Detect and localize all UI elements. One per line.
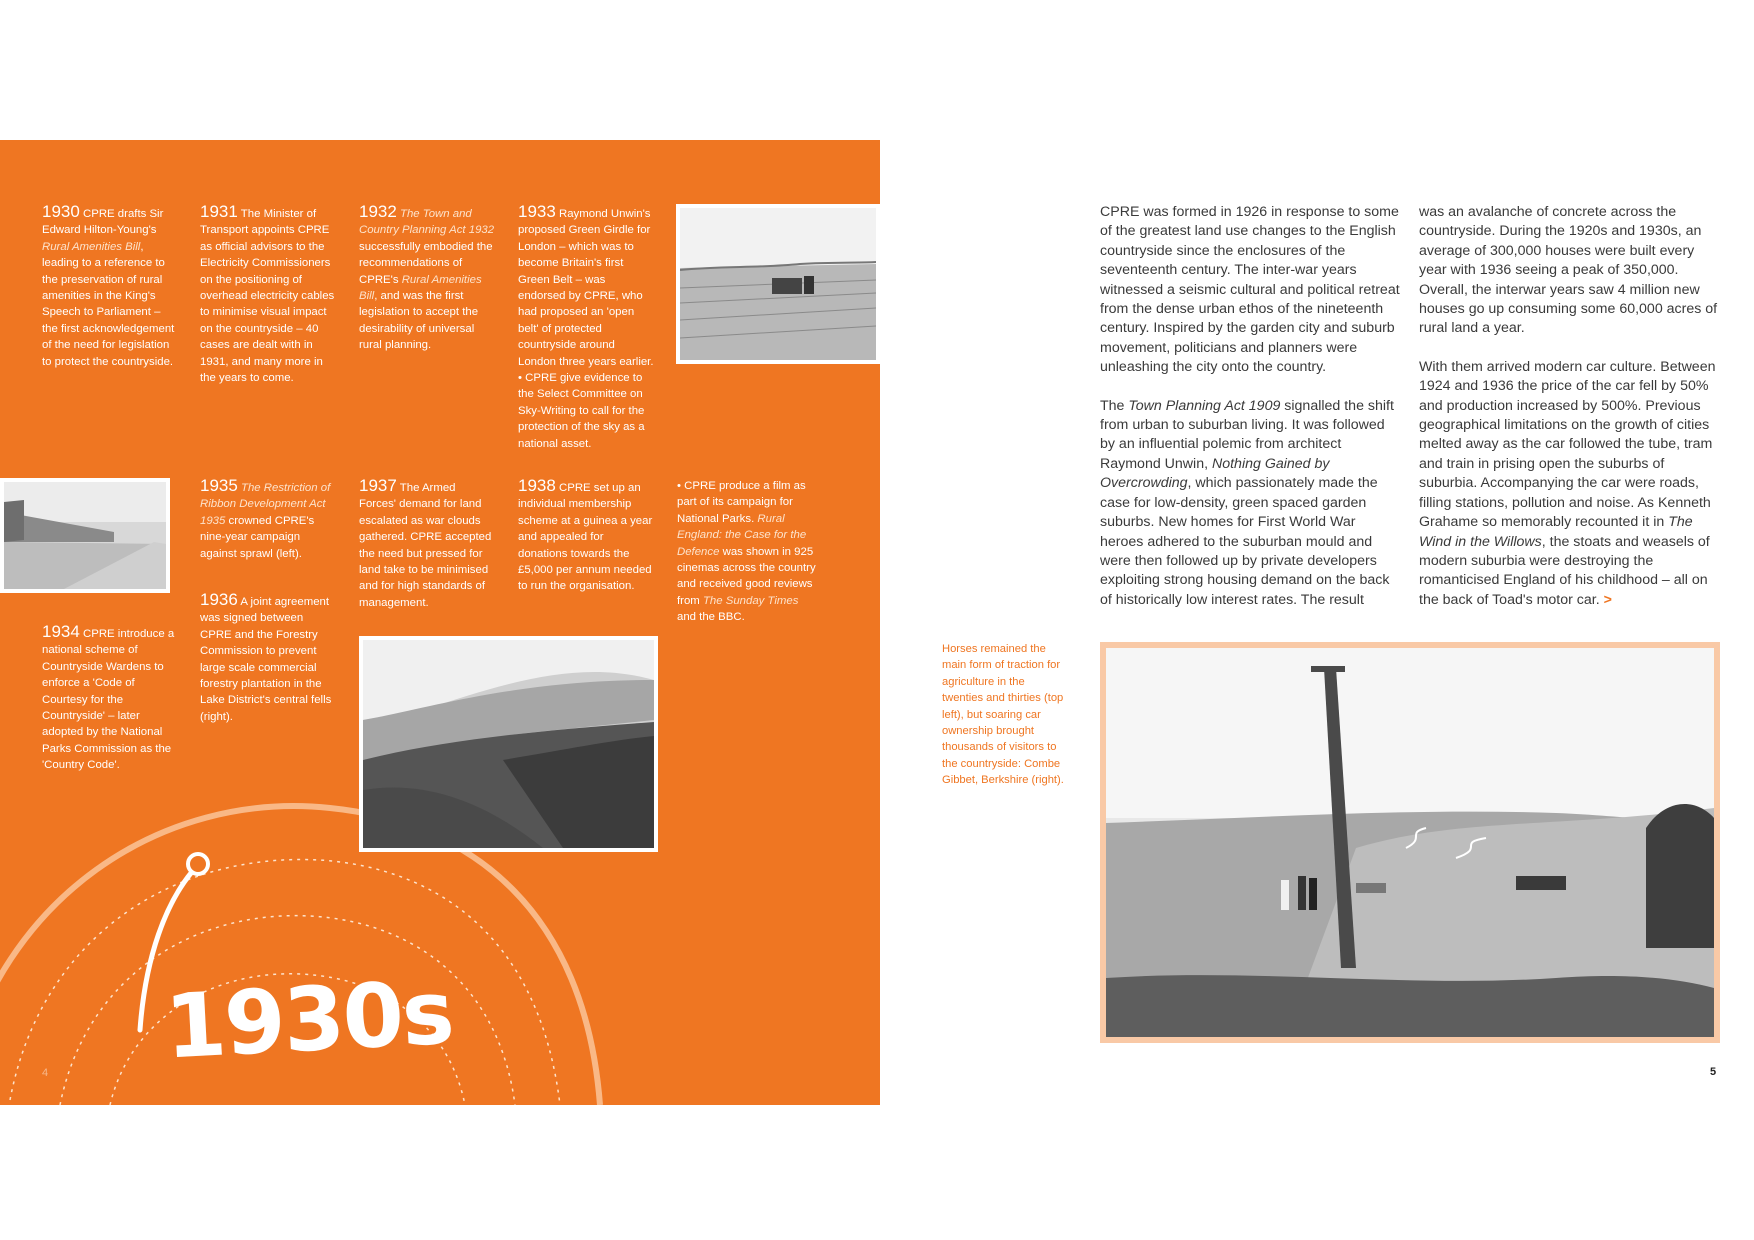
timeline-entry-film: • CPRE produce a film as part of its campaign for National Parks. Rural England: the Case for the Defence was shown in 925 cinemas across the country and received good reviews from The Sunday Times and the BBC. (677, 480, 816, 624)
timeline-entry-1931: 1931 The Minister of Transport appoints CPRE as official advisors to the Electricity Commissioners on the positioning of overhead electricity cables to minimise visual impact on the countryside – 40 cases are dealt with in 1931, and many more in the years to come. (200, 202, 335, 385)
page-number-right: 5 (1710, 1066, 1717, 1078)
timeline-entry-1938: 1938 CPRE set up an individual membership scheme at a guinea a year and appealed for donations towards the £5,000 per annum needed to run the organisation. (518, 476, 653, 593)
timeline-entry-1930: 1930 CPRE drafts Sir Edward Hilton-Young's Rural Amenities Bill, leading to a reference to the preservation of rural amenities in the King's Speech to Parliament – the first acknowledgement of the need for legislation to protect the countryside. (42, 202, 175, 368)
photo-ribbon-development (0, 478, 170, 593)
photo-combe-gibbet (1100, 642, 1720, 1043)
photo-horse-farming (676, 204, 880, 364)
timeline-entry-1934: 1934 CPRE introduce a national scheme of Countryside Wardens to enforce a 'Code of Courtesy for the Countryside' – later adopted by the National Parks Commission as the 'Country Code'. (42, 622, 175, 772)
timeline-entry-1933: 1933 Raymond Unwin's proposed Green Girdle for London – which was to become Britain's first Green Belt – was endorsed by CPRE, who had proposed an 'open belt' of protected countryside around London three years earlier. • CPRE give evidence to the Select Committee on Sky-Writing to call for the protection of the sky as a national asset. (518, 202, 654, 450)
timeline-entry-1936: 1936 A joint agreement was signed between CPRE and the Forestry Commission to prevent large scale commercial forestry plantation in the Lake District's central fells (right). (200, 590, 332, 723)
paragraph: was an avalanche of concrete across the countryside. During the 1920s and 1930s, an average of 300,000 houses were built every year with 1936 seeing a peak of 350,000. Overall, the interwar years saw 4 million new houses go up consuming some 60,000 acres of rural land a year. (1419, 204, 1718, 337)
paragraph: With them arrived modern car culture. Between 1924 and 1936 the price of the car fell by 50% and production increased by 500%. Previous geographical limitations on the growth of cities melted away as the car followed the tube, tram and train in prising open the suburbs of suburbia. Accompanying the car were roads, filling stations, pollution and noise. As Kenneth Grahame so memorably recounted it in The Wind in the Willows, the stoats and weasels of modern suburbia were destroying the romanticised England of his childhood – all on the back of Toad's motor car. > (1419, 358, 1716, 608)
timeline-entry-1932: 1932 The Town and Country Planning Act 1932 successfully embodied the recommendations of CPRE's Rural Amenities Bill, and was the first legislation to accept the desirability of universal rural planning. (359, 202, 495, 352)
continue-arrow-icon[interactable]: > (1603, 591, 1612, 608)
timeline-entry-1937: 1937 The Armed Forces' demand for land escalated as war clouds gathered. CPRE accepted the need but pressed for land take to be minimised and for high standards of management. (359, 476, 492, 609)
decade-heading: 1930s (162, 960, 455, 1079)
timeline-panel (0, 140, 880, 1105)
page-number-left: 4 (42, 1067, 49, 1079)
body-column-2 (1419, 203, 1721, 629)
photo-forestry-fells (359, 636, 658, 852)
photo-caption: Horses remained the main form of traction for agriculture in the twenties and thirties (top left), but soaring car ownership brought thousands of visitors to the countryside: Combe Gibbet, Berkshire (right). (942, 643, 1064, 787)
paragraph: CPRE was formed in 1926 in response to some of the greatest land use changes to the English countryside since the enclosures of the seventeenth century. The inter-war years witnessed a seismic cultural and political retreat from the dense urban ethos of the nineteenth century. Inspired by the garden city and suburb movement, politicians and planners were unleashing the city onto the country. (1100, 204, 1400, 376)
body-column-1 (1100, 203, 1400, 629)
paragraph: The Town Planning Act 1909 signalled the shift from urban to suburban living. It was followed by an influential polemic from architect Raymond Unwin, Nothing Gained by Overcrowding, which passionately made the case for low-density, green spaced garden suburbs. New homes for First World War heroes adhered to the suburban mould and were then followed up by private developers exploiting strong housing demand on the back of historically low interest rates. The result (1100, 397, 1394, 608)
timeline-entry-1935: 1935 The Restriction of Ribbon Development Act 1935 crowned CPRE's nine-year campaign against sprawl (left). (200, 476, 331, 560)
